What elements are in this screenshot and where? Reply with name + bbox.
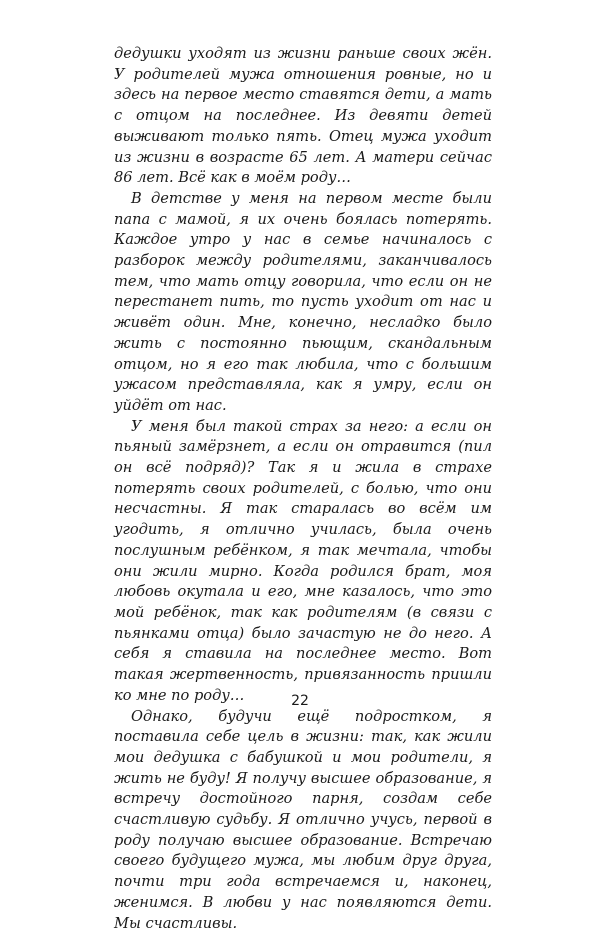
- body-text: [114, 44, 492, 934]
- paragraph-childhood: В детстве у меня на первом месте были папа с мамой, я их очень боялась потерять. Каждое утро у нас в семье начиналось с разборок между родителями, заканчивалось тем, что мать отцу говорила, что если он не перестанет пить, то пусть уходит от нас и живёт один. Мне, конечно, несладко было жить с постоянно пьющим, скандальным отцом, но я его так любила, что с большим ужасом представляла, как я умру, если он уйдёт от нас.: [114, 189, 492, 417]
- paragraph-goal: Однако, будучи ещё подростком, я поставила себе цель в жизни: так, как жили мои дедушка с бабушкой и мои родители, я жить не буду! Я получу высшее образование, я встречу достойного парня, создам себе счастливую судьбу. Я отлично учусь, первой в роду получаю высшее образование. Встречаю своего будущего мужа, мы любим друг друга, почти три года встречаемся и, наконец, женимся. В любви у нас появляются дети. Мы счастливы.: [114, 707, 492, 934]
- page-number: 22: [0, 693, 600, 709]
- paragraph-fear: У меня был такой страх за него: а если он пьяный замёрзнет, а если он отравится (пил он всё подряд)? Так я и жила в страхе потерять своих родителей, с болью, что они несчастны. Я так старалась во всём им угодить, я отлично училась, была очень послушным ребёнком, я так мечтала, чтобы они жили мирно. Когда родился брат, моя любовь окутала и его, мне казалось, что это мой ребёнок, так как родителям (в связи с пьянками отца) было зачастую не до него. А себя я ставила на последнее место. Вот такая жертвенность, привязанность пришли ко мне по роду…: [114, 417, 492, 707]
- paragraph-continuation: дедушки уходят из жизни раньше своих жён. У родителей мужа отношения ровные, но и здесь на первое место ставятся дети, а мать с отцом на последнее. Из девяти детей выживают только пять. Отец мужа уходит из жизни в возрасте 65 лет. А матери сейчас 86 лет. Всё как в моём роду…: [114, 44, 492, 189]
